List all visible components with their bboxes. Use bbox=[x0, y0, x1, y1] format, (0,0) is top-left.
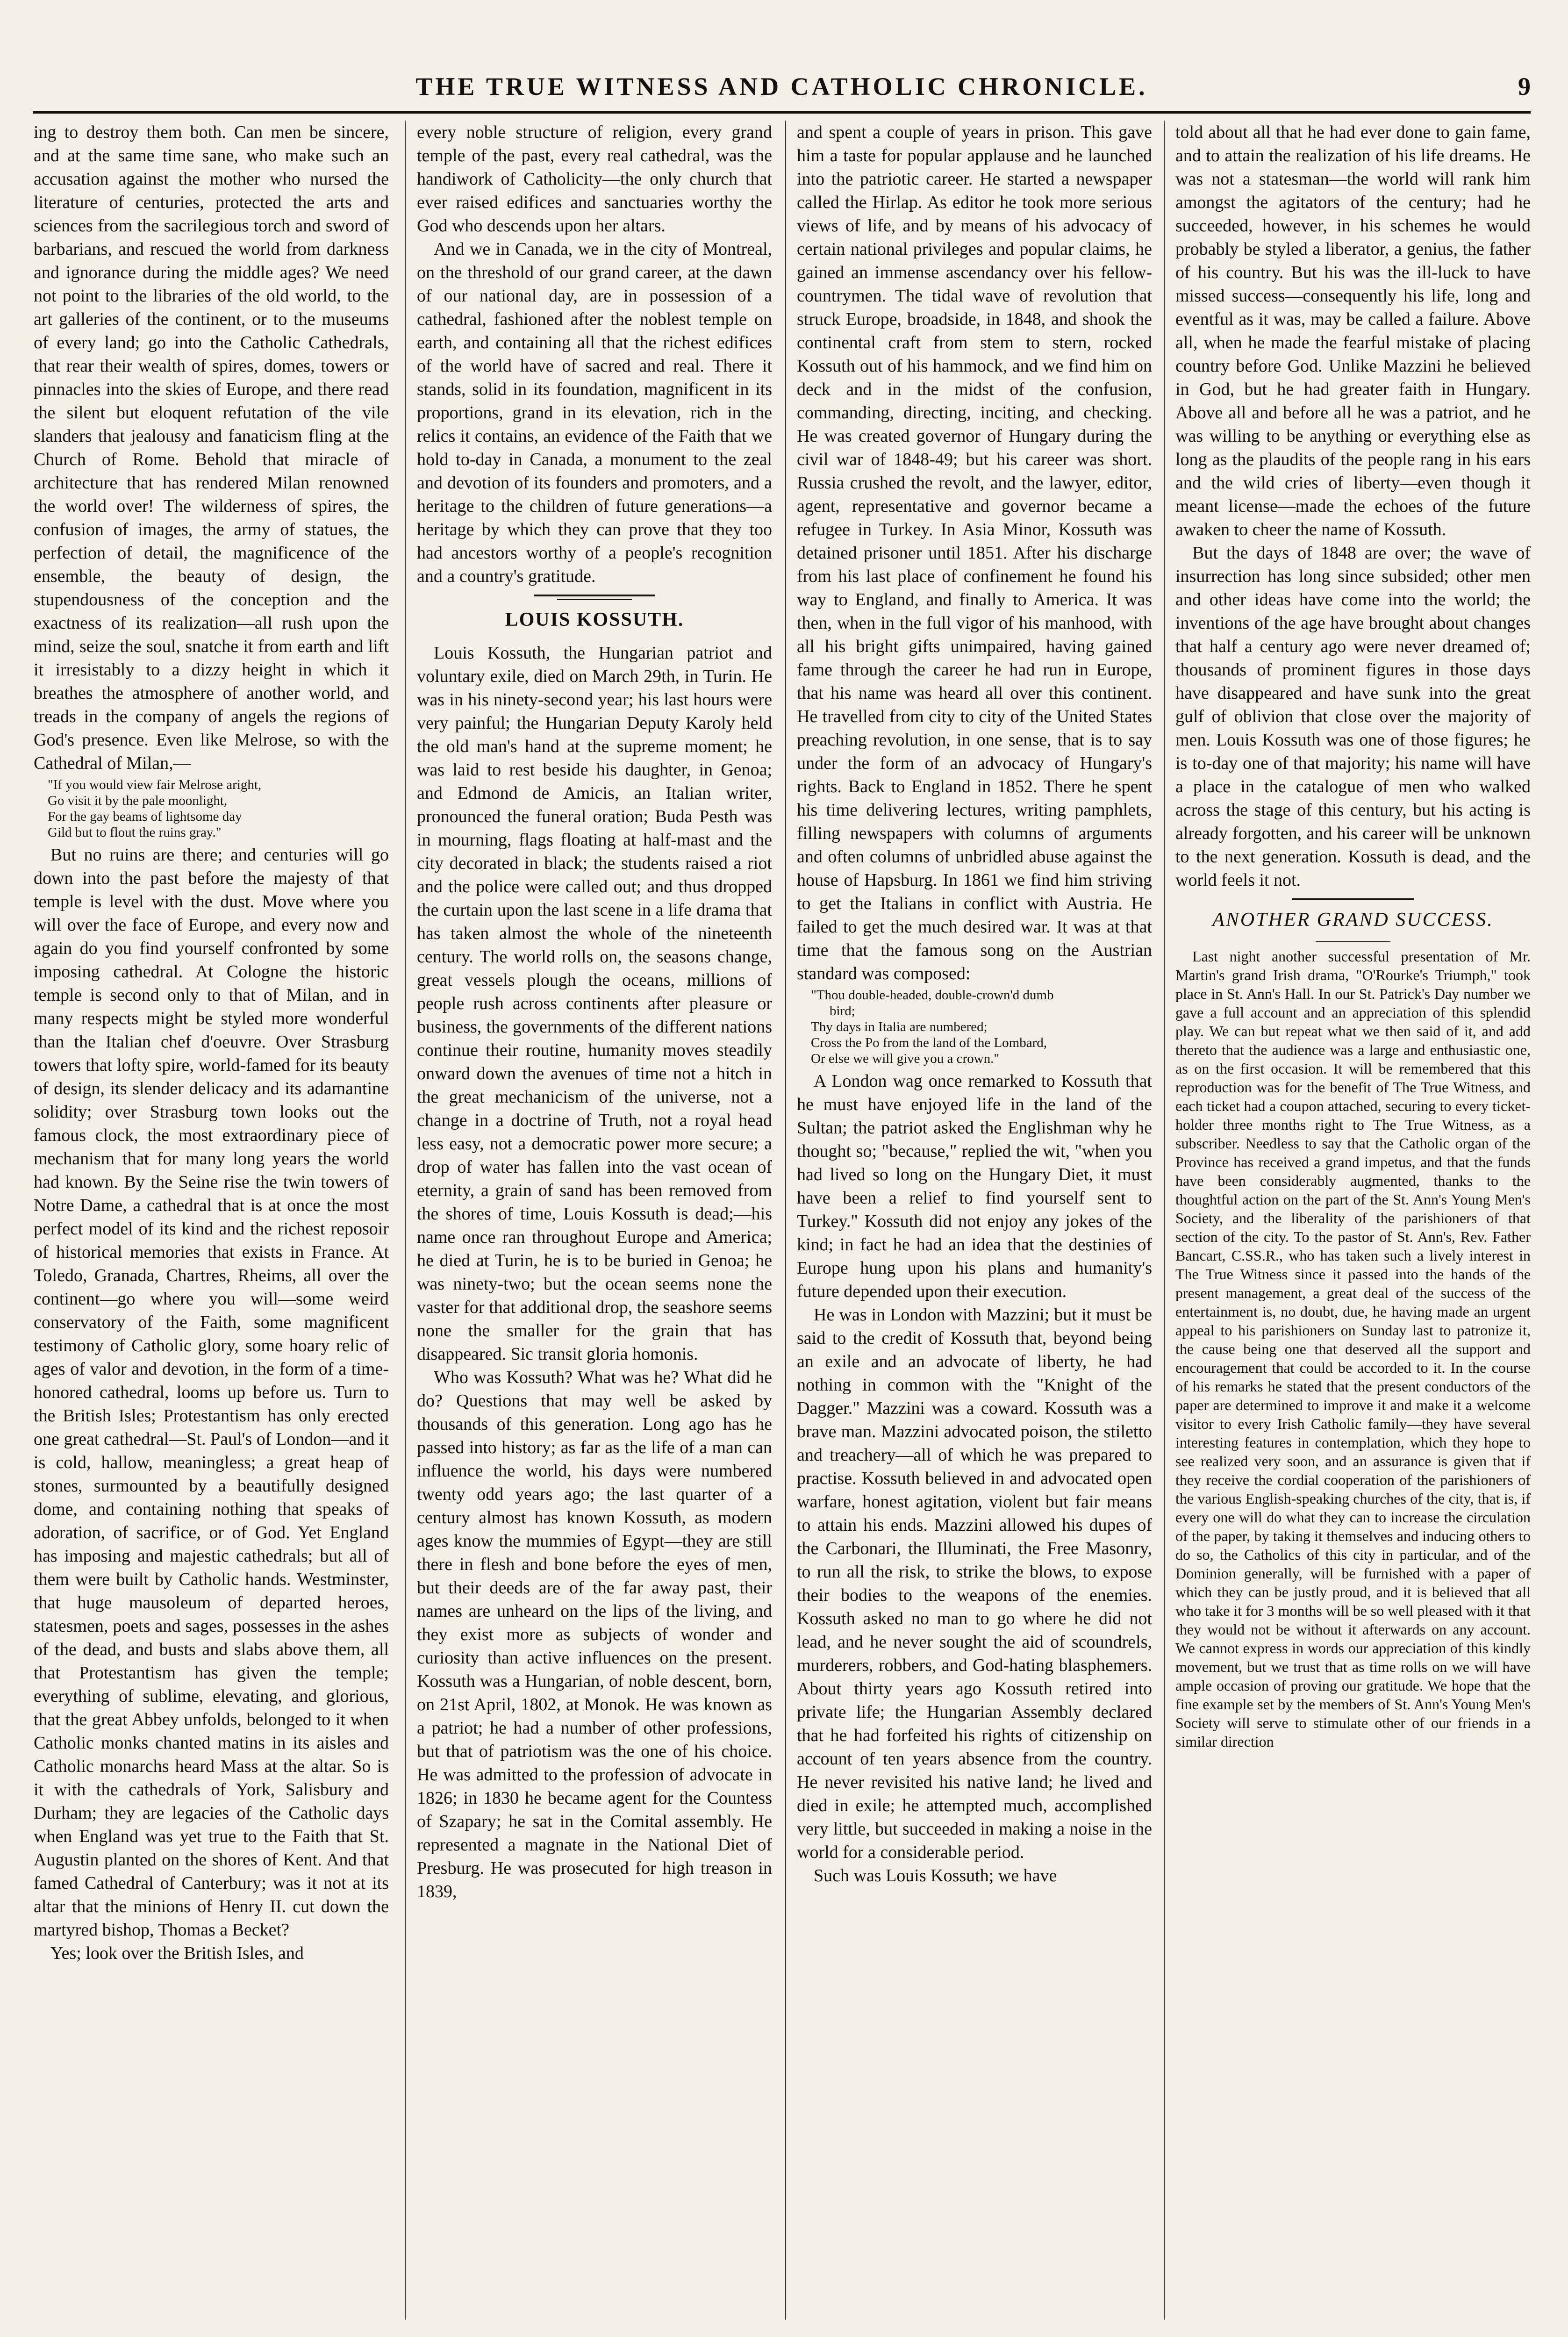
paragraph: He was in London with Mazzini; but it must be said to the credit of Kossuth that, beyond being an exile and an advocate of liberty, he had nothing in common with the "Knight of the Dagger." Mazzini was a coward. Kossuth was a brave man. Mazzini advocated poison, the stiletto and treachery—all of which he was prepared to practise. Kossuth believed in and advocated open warfare, honest agitation, violent but fair means to attain his ends. Mazzini allowed his dupes of the Carbonari, the Illuminati, the Free Masonry, to run all the risk, to strike the blows, to expose their bodies to the weapons of the enemies. Kossuth asked no man to go where he did not lead, and he never sought the aid of scoundrels, murderers, robbers, and God-hating blasphemers. About thirty years ago Kossuth retired into private life; the Hungarian Assembly declared that he had forfeited his rights of citizenship on account of ten years absence from the country. He never revisited his native land; he lived and died in exile; he attempted much, accomplished very little, but succeeded in making a noise in the world for a considerable period. bbox=[797, 1305, 1152, 1862]
paragraph: A London wag once remarked to Kossuth that he must have enjoyed life in the land of the Sultan; the patriot asked the Englishman why he thought so; "because," replied the wit, "when you had lived so long on the Hungary Diet, it must have been a relief to find yourself sent to Turkey." Kossuth did not enjoy any jokes of the kind; in fact he had an idea that the destinies of Europe hung upon his plans and humanity's future depended upon their execution. bbox=[797, 1071, 1152, 1301]
paragraph: Who was Kossuth? What was he? What did he do? Questions that may well be asked by thousands of this generation. Long ago has he passed into history; as far as the life of a man can influence the world, his days were numbered twenty odd years ago; the last quarter of a century almost has known Kossuth, as modern ages know the mummies of Egypt—they are still there in flesh and bone before the eyes of men, but their deeds are of the far away past, their names are unheard on the lips of the living, and they exist more as subjects of wonder and curiosity than active influences on the present. Kossuth was a Hungarian, of noble descent, born, on 21st April, 1802, at Monok. He was known as a patriot; he had a number of other professions, but that of patriotism was the one of his choice. He was admitted to the profession of advocate in 1826; in 1830 he became agent for the Countess of Szapary; he sat in the Comital assembly. He represented a magnate in the National Diet of Presburg. He was prosecuted for high treason in 1839, bbox=[417, 1368, 772, 1901]
column-4 bbox=[1175, 121, 1531, 2320]
section-rule bbox=[1292, 898, 1414, 900]
verse-quote bbox=[48, 777, 389, 840]
paragraph: But no ruins are there; and centuries will go down into the past before the majesty of that temple is level with the dust. Move where you will over the face of Europe, and every now and again do you find yourself confronted by some imposing cathedral. At Cologne the historic temple is second only to that of Milan, and in many respects might be styled more wonderful than the Italian chef d'oeuvre. Over Strasburg towers that lofty spire, world-famed for its beauty of design, its slender delicacy and its adamantine solidity; over Strasburg town looks out the famous clock, the most extraordinary piece of mechanism that for many long years the world had known. By the Seine rise the twin towers of Notre Dame, a cathedral that is at once the most perfect model of its kind and the richest reposoir of historical memories that exists in France. At Toledo, Granada, Chartres, Rheims, all over the continent—go where you will—some weird conservatory of the Faith, some magnificent testimony of Catholic glory, some hoary relic of ages of valor and devotion, in the form of a time-honored cathedral, looms up before us. Turn to the British Isles; Protestantism has only erected one great cathedral—St. Paul's of London—and it is cold, hallow, meaningless; a great heap of stones, surmounted by a beautifully designed dome, and containing nothing that speaks of adoration, of sacrifice, or of God. Yet England has imposing and majestic cathedrals; but all of them were built by Catholic hands. Westminster, that huge mausoleum of departed heroes, statesmen, poets and sages, possesses in the ashes of the dead, and busts and slabs above them, all that Protestantism has given the temple; everything of sublime, elevating, and glorious, that the great Abbey unfolds, belonged to it when Catholic monks chanted matins in its aisles and Catholic monarchs heard Mass at the altar. So is it with the cathedrals of York, Salisbury and Durham; they are legacies of the Catholic days when England was yet true to the Faith that St. Augustin planted on the shores of Kent. And that famed Cathedral of Canterbury; was it not at its altar that the minions of Henry II. cut down the martyred bishop, Thomas a Becket? bbox=[34, 845, 389, 1940]
column-3 bbox=[797, 121, 1152, 2320]
paragraph: Last night another successful presentation of Mr. Martin's grand Irish drama, "O'Rourke's Triumph," took place in St. Ann's Hall. In our St. Patrick's Day number we gave a full account and an appreciation of this splendid play. We can but repeat what we then said of it, and add thereto that the audience was a large and enthusiastic one, as on the first occasion. It will be remembered that this reproduction was for the benefit of The True Witness, and each ticket had a coupon attached, securing to every ticket-holder three months right to The True Witness, as a subscriber. Needless to say that the Catholic organ of the Province has received a grand impetus, and that the funds have been considerably augmented, thanks to the thoughtful action on the part of the St. Ann's Young Men's Society, and the liberality of the parishioners of that section of the city. To the pastor of St. Ann's, Rev. Father Bancart, C.SS.R., who has taken such a lively interest in The True Witness since it passed into the hands of the present management, a great deal of the success of the entertainment is, no doubt, due, he having made an urgent appeal to his parishioners on Sunday last to patronize it, the cause being one that deserved all the support and encouragement that could be accorded to it. In the course of his remarks he stated that the present conductors of the paper are determined to improve it and make it a welcome visitor to every Irish Catholic family—they have several interesting features in contemplation, which they hope to see realized very soon, and an assurance is given that if they receive the cordial cooperation of the parishioners of the various English-speaking churches of the city, that is, if every one will do what they can to increase the circulation of the paper, by taking it themselves and inducing others to do so, the Catholics of this city in particular, and of the Dominion generally, will be furnished with a paper of which they can be justly proud, and it is believed that all who take it for 3 months will be so well pleased with it that they would not be without it afterwards on any account. We cannot express in words our appreciation of this kindly movement, but we trust that as time rolls on we will have ample occasion of proving our gratitude. We hope that the fine example set by the members of St. Ann's Young Men's Society will serve to stimulate other of our friends in a similar direction bbox=[1175, 948, 1531, 1750]
paragraph: And we in Canada, we in the city of Montreal, on the threshold of our grand career, at the dawn of our national day, are in possession of a cathedral, fashioned after the noblest temple on earth, and containing all that the richest edifices of the world have of sacred and real. There it stands, solid in its foundation, magnificent in its proportions, grand in its elevation, rich in the relics it contains, an evidence of the Faith that we hold to-day in Canada, a monument to the zeal and devotion of its founders and promoters, and a heritage to the children of future generations—a heritage by which they can prove that they too had ancestors worthy of a people's recognition and a country's gratitude. bbox=[417, 239, 772, 586]
column-divider bbox=[785, 121, 786, 2320]
paragraph: and spent a couple of years in prison. This gave him a taste for popular applause and he launched into the patriotic career. He started a newspaper called the Hirlap. As editor he took more serious views of life, and by means of his advocacy of certain national privileges and popular claims, he gained an immense ascendancy over his fellow-countrymen. The tidal wave of revolution that struck Europe, broadside, in 1848, and shook the continental craft from stem to stern, rocked Kossuth out of his hammock, and we find him on deck and in the midst of the confusion, commanding, directing, inciting, and checking. He was created governor of Hungary during the civil war of 1848-49; but his career was short. Russia crushed the revolt, and the lawyer, editor, agent, representative and governor became a refugee in Turkey. In Asia Minor, Kossuth was detained prisoner until 1851. After his discharge from his last place of confinement he found his way to England, and finally to America. It was then, when in the full vigor of his manhood, with all his bright gifts unimpaired, having gained fame through the career he had run in Europe, that his name was heard all over this continent. He travelled from city to city of the United States preaching revolution, in one sense, that is to say under the form of an advocacy of Hungary's rights. Back to England in 1852. There he spent his time delivering lectures, writing pamphlets, filling newspapers with columns of arguments and often columns of unbridled abuse against the house of Hapsburg. In 1861 we find him striving to get the Italians in conflict with Austria. He failed to get the much desired war. It was at that time that the famous song on the Austrian standard was composed: bbox=[797, 122, 1152, 983]
verse-line: "Thou double-headed, double-crown'd dumb bbox=[811, 988, 1054, 1003]
paragraph: Louis Kossuth, the Hungarian patriot and voluntary exile, died on March 29th, in Turin. He was in his ninety-second year; his last hours were very painful; the Hungarian Deputy Karoly held the old man's hand at the supreme moment; he was laid to rest beside his daughter, in Genoa; and Edmond de Amicis, an Italian writer, pronounced the funeral oration; Buda Pesth was in mourning, flags floating at half-mast and the city decorated in black; the students raised a riot and the police were called out; and thus dropped the curtain upon the last scene in a life drama that has taken almost the whole of the nineteenth century. The world rolls on, the seasons change, great vessels plough the oceans, millions of people rush across continents after pleasure or business, the governments of the different nations continue their routine, humanity moves steadily onward down the avenues of time not a hitch in the great mechanicism of the universe, not a change in a doctrine of Truth, not a royal head less easy, not a democratic power more secure; a drop of water has fallen into the vast ocean of eternity, a grain of sand has been removed from the shores of time, Louis Kossuth is dead;—his name once ran throughout Europe and America; he died at Turin, he is to be buried in Genoa; he was ninety-two; but the ocean seems none the vaster for that additional drop, the seashore seems none the smaller for the grain that has disappeared. Sic transit gloria homonis. bbox=[417, 643, 772, 1364]
header-rule bbox=[33, 111, 1531, 114]
verse-line: Or else we will give you a crown." bbox=[811, 1051, 1000, 1066]
verse-line: Thy days in Italia are numbered; bbox=[811, 1019, 988, 1034]
column-2 bbox=[417, 121, 772, 2320]
page-number: 9 bbox=[1518, 72, 1531, 100]
verse-quote bbox=[811, 987, 1152, 1067]
masthead bbox=[33, 70, 1531, 108]
verse-line: For the gay beams of lightsome day bbox=[48, 809, 242, 824]
column-1 bbox=[34, 121, 389, 2320]
article-heading: LOUIS KOSSUTH. bbox=[505, 609, 684, 631]
column-divider bbox=[1164, 121, 1165, 2320]
section-rule bbox=[534, 595, 655, 596]
article-heading: ANOTHER GRAND SUCCESS. bbox=[1212, 909, 1494, 931]
paragraph: Yes; look over the British Isles, and bbox=[50, 1943, 304, 1963]
paragraph: But the days of 1848 are over; the wave of insurrection has long since subsided; other men and other ideas have come into the world; the inventions of the age have brought about changes that half a century ago were never dreamed of; thousands of prominent figures in those days have disappeared and have sunk into the great gulf of oblivion that close over the majority of men. Louis Kossuth was one of those figures; he is to-day one of that majority; his name will have a place in the catalogue of men who walked across the stage of this century, but his acting is already forgotten, and his career will be unknown to the next generation. Kossuth is dead, and the world feels it not. bbox=[1175, 543, 1531, 890]
verse-line: Cross the Po from the land of the Lombard, bbox=[811, 1035, 1047, 1050]
verse-line: Go visit it by the pale moonlight, bbox=[48, 793, 228, 808]
verse-line: bird; bbox=[830, 1004, 855, 1018]
paragraph: every noble structure of religion, every grand temple of the past, every real cathedral, was the handiwork of Catholicity—the only church that ever raised edifices and sanctuaries worthy the God who descends upon her altars. bbox=[417, 122, 772, 236]
paragraph: told about all that he had ever done to gain fame, and to attain the realization of his life dreams. He was not a statesman—the world will rank him amongst the agitators of the century; had he succeeded, however, in his schemes he would probably be styled a liberator, a genius, the father of his country. But his was the ill-luck to have missed success—consequently his life, long and eventful as it was, may be called a failure. Above all, when he made the fearful mistake of placing country before God. Unlike Mazzini he believed in God, but he had greater faith in Hungary. Above all and before all he was a patriot, and he was willing to be anything or everything else as long as the plaudits of the people rang in his ears and the wild cries of liberty—even though it meant license—made the echoes of the future awaken to cheer the name of Kossuth. bbox=[1175, 122, 1531, 539]
section-rule bbox=[557, 599, 632, 600]
column-divider bbox=[405, 121, 406, 2320]
verse-line: Gild but to flout the ruins gray." bbox=[48, 825, 222, 840]
newspaper-title: THE TRUE WITNESS AND CATHOLIC CHRONICLE. bbox=[415, 72, 1148, 100]
section-rule bbox=[1316, 941, 1390, 942]
verse-line: "If you would view fair Melrose aright, bbox=[48, 777, 262, 792]
paragraph: Such was Louis Kossuth; we have bbox=[814, 1866, 1057, 1885]
paragraph: ing to destroy them both. Can men be sincere, and at the same time sane, who make such an accusation against the mother who nursed the literature of centuries, protected the arts and sciences from the sacrilegious torch and sword of barbarians, and rescued the world from darkness and ignorance during the middle ages? We need not point to the libraries of the old world, to the art galleries of the continent, or to the museums of every land; go into the Catholic Cathedrals, that rear their wealth of spires, domes, towers or pinnacles into the skies of Europe, and there read the silent but eloquent refutation of the vile slanders that jealousy and fanaticism fling at the Church of Rome. Behold that miracle of architecture that has rendered Milan renowned the world over! The wilderness of spires, the confusion of images, the army of statues, the perfection of detail, the magnificence of the ensemble, the beauty of design, the stupendousness of the conception and the exactness of its realization—all rush upon the mind, seize the soul, snatche it from earth and lift it irresistably to a dizzy height in which it breathes the atmosphere of another world, and treads in the company of angels the regions of God's presence. Even like Melrose, so with the Cathedral of Milan,— bbox=[34, 122, 389, 773]
